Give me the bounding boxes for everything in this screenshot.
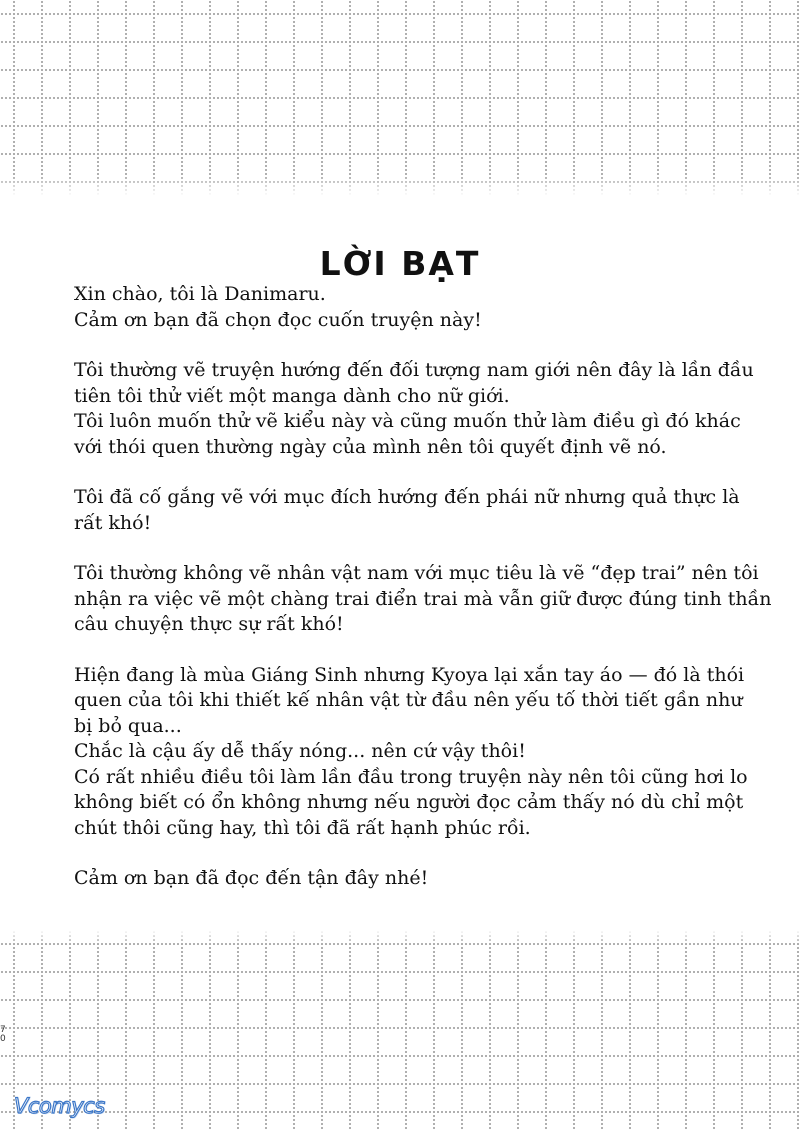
- text-line: Tôi thường vẽ truyện hướng đến đối tượng nam giới nên đây là lần đầu: [74, 359, 754, 381]
- paragraph-difficulty: [74, 485, 764, 536]
- text-line: Chắc là cậu ấy dễ thấy nóng... nên cứ vậy thôi!: [74, 740, 526, 762]
- text-line: câu chuyện thực sự rất khó!: [74, 613, 344, 635]
- dotted-grid-header-decoration: [0, 0, 800, 196]
- text-line: không biết có ổn không nhưng nếu người đọc cảm thấy nó dù chỉ một: [74, 791, 744, 813]
- paragraph-greeting: [74, 282, 764, 333]
- text-line: tiên tôi thử viết một manga dành cho nữ giới.: [74, 384, 510, 407]
- text-line: nhận ra việc vẽ một chàng trai điển trai mà vẫn giữ được đúng tinh thần: [74, 587, 772, 610]
- paragraph-kyoya-sleeves: [74, 663, 764, 842]
- page-number-digit: 7: [0, 1025, 6, 1035]
- text-line: Cảm ơn bạn đã chọn đọc cuốn truyện này!: [74, 308, 482, 331]
- dotted-grid-footer-decoration: [0, 930, 800, 1130]
- text-line: Tôi đã cố gắng vẽ với mục đích hướng đến phái nữ nhưng quả thực là: [74, 486, 740, 508]
- paragraph-handsome-boy: [74, 561, 772, 638]
- page-number-digit: 0: [0, 1034, 6, 1044]
- text-line: bị bỏ qua...: [74, 714, 182, 737]
- text-line: Tôi thường không vẽ nhân vật nam với mục tiêu là vẽ “đẹp trai” nên tôi: [74, 562, 759, 584]
- watermark-logo: Vcomycs: [14, 1094, 105, 1118]
- text-line: Có rất nhiều điều tôi làm lần đầu trong truyện này nên tôi cũng hơi lo: [74, 765, 748, 788]
- text-line: quen của tôi khi thiết kế nhân vật từ đầu nên yếu tố thời tiết gần như: [74, 689, 743, 711]
- text-line: Hiện đang là mùa Giáng Sinh nhưng Kyoya lại xắn tay áo — đó là thói: [74, 663, 745, 686]
- page-number: [0, 1026, 8, 1044]
- grid-fade-top: [0, 176, 800, 196]
- page-title: LỜI BẠT: [319, 244, 481, 284]
- text-line: Xin chào, tôi là Danimaru.: [74, 283, 326, 305]
- text-line: với thói quen thường ngày của mình nên tôi quyết định vẽ nó.: [74, 435, 667, 458]
- text-line: Tôi luôn muốn thử vẽ kiểu này và cũng muốn thử làm điều gì đó khác: [74, 410, 741, 432]
- grid-fade-bottom: [0, 930, 800, 944]
- afterword-body: [74, 282, 772, 917]
- text-line: rất khó!: [74, 511, 152, 534]
- paragraph-thanks: [74, 866, 764, 892]
- text-line: chút thôi cũng hay, thì tôi đã rất hạnh phúc rồi.: [74, 816, 531, 839]
- text-line: Cảm ơn bạn đã đọc đến tận đây nhé!: [74, 867, 429, 889]
- paragraph-first-manga: [74, 358, 764, 460]
